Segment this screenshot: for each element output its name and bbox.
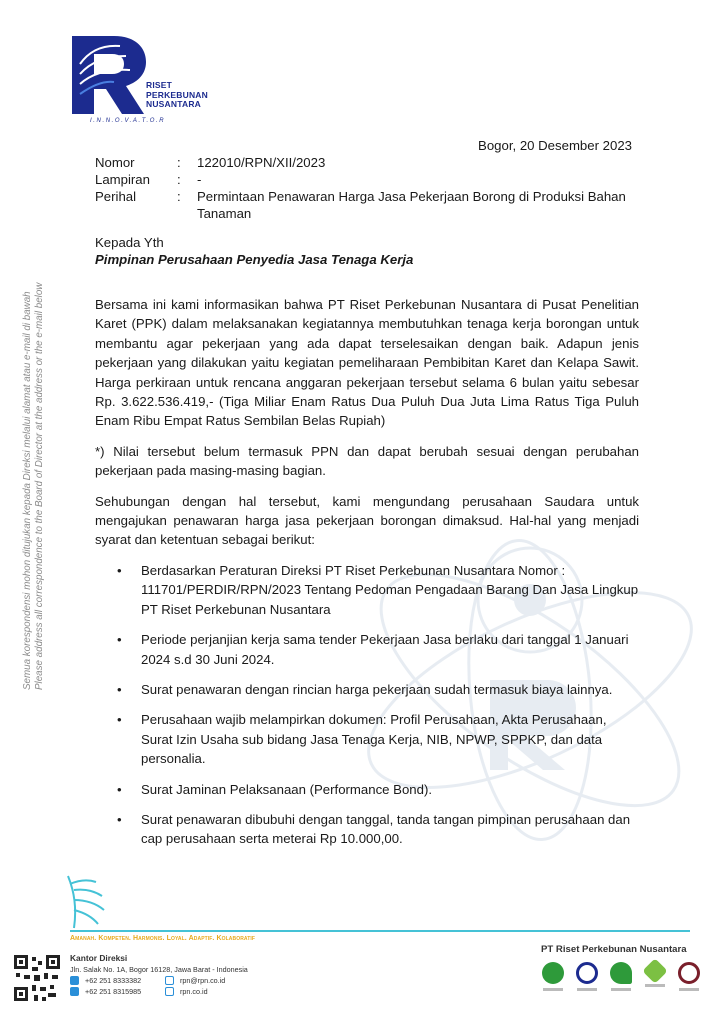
email-link[interactable]: rpn@rpn.co.id bbox=[180, 976, 226, 985]
requirement-item: • Perusahaan wajib melampirkan dokumen: Profil Perusahaan, Akta Perusahaan, Surat Izin Usaha sub bidang Jasa Tenaga Kerja, NIB, NPWP, SPPKP, dan data personalia. bbox=[95, 710, 639, 768]
qr-code-icon bbox=[12, 953, 62, 1003]
corporate-values: Amanah. Kompeten. Harmonis. Loyal. Adaptif. Kolaboratif bbox=[70, 935, 256, 942]
paragraph-invitation: Sehubungan dengan hal tersebut, kami mengundang perusahaan Saudara untuk mengajukan penawaran harga jasa pekerjaan borongan dimaksud. Hal-hal yang menjadi syarat dan ketentuan sebagai berikut: bbox=[95, 493, 639, 548]
requirement-item: • Surat penawaran dengan rincian harga pekerjaan sudah termasuk biaya lainnya. bbox=[95, 680, 639, 699]
logo-name: RISET PERKEBUNAN NUSANTARA bbox=[146, 80, 208, 110]
footer-company-name: PT Riset Perkebunan Nusantara bbox=[541, 944, 687, 955]
side-note bbox=[0, 0, 45, 1024]
badge-icon bbox=[676, 962, 702, 996]
logo-tagline: I.N.N.O.V.A.T.O.R bbox=[90, 118, 166, 124]
requirement-item: • Berdasarkan Peraturan Direksi PT Riset Perkebunan Nusantara Nomor : 111701/PERDIR/RPN/2023 Tentang Pedoman Pengadaan Barang Dan Jasa Lingkup PT Riset Perkebunan Nusantara bbox=[95, 561, 639, 619]
requirement-item: • Surat Jaminan Pelaksanaan (Performance Bond). bbox=[95, 780, 639, 799]
mail-icon bbox=[165, 976, 174, 985]
phone-1: +62 251 8333382 bbox=[85, 976, 142, 985]
meta-row-perihal: Perihal : Permintaan Penawaran Harga Jasa Pekerjaan Borong di Produksi Bahan Tanaman bbox=[95, 189, 626, 221]
letter-body bbox=[95, 295, 639, 860]
company-logo bbox=[70, 34, 220, 130]
meta-row-nomor: Nomor : 122010/RPN/XII/2023 bbox=[95, 155, 326, 170]
letter-date: Bogor, 20 Desember 2023 bbox=[478, 138, 632, 153]
addressee-name: Pimpinan Perusahaan Penyedia Jasa Tenaga Kerja bbox=[95, 252, 414, 267]
requirement-item: • Surat penawaran dibubuhi dengan tanggal, tanda tangan pimpinan perusahaan dan cap perusahaan serta meterai Rp 10.000,00. bbox=[95, 810, 639, 849]
phone-icon bbox=[70, 976, 79, 985]
office-title: Kantor Direksi bbox=[70, 953, 128, 963]
letter-meta bbox=[95, 154, 637, 222]
footer-divider bbox=[70, 930, 690, 932]
badge-icon bbox=[608, 962, 634, 996]
subsidiary-badges bbox=[540, 962, 702, 996]
requirement-item: • Periode perjanjian kerja sama tender Pekerjaan Jasa berlaku dari tanggal 1 Januari 2024 s.d 30 Juni 2024. bbox=[95, 630, 639, 669]
requirements-list bbox=[95, 561, 639, 849]
side-note-line-2: Please address all correspondence to the Board of Director at the address or the e-mail below bbox=[34, 282, 45, 690]
paragraph-intro: Bersama ini kami informasikan bahwa PT Riset Perkebunan Nusantara di Pusat Penelitian Karet (PPK) dalam melaksanakan kegiatannya membutuhkan tenaga kerja borongan untuk membantu agar pekerjaan yang ada dapat terselesaikan dengan baik. Adapun jenis pekerjaan yang dilakukan yaitu kegiatan pemeliharaan Pembibitan Karet dan Kelapa Sawit. Harga perkiraan untuk rencana anggaran pekerjaan tersebut selama 6 bulan yaitu sebesar Rp. 3.622.536.419,- (Tiga Miliar Enam Ratus Dua Puluh Dua Juta Lima Ratus Tiga Puluh Enam Ribu Empat Ratus Sembilan Belas Rupiah) bbox=[95, 297, 639, 429]
globe-icon bbox=[165, 987, 174, 996]
side-note-line-1: Semua korespondensi mohon ditujukan kepada Direksi melalui alamat atau e-mail di bawah bbox=[22, 291, 33, 690]
rpn-logo-mark bbox=[70, 34, 150, 118]
office-info bbox=[70, 953, 248, 997]
badge-icon bbox=[540, 962, 566, 996]
badge-icon bbox=[642, 962, 668, 996]
addressee-block bbox=[95, 234, 413, 268]
meta-row-lampiran: Lampiran : - bbox=[95, 172, 202, 187]
website-link[interactable]: rpn.co.id bbox=[180, 987, 208, 996]
badge-icon bbox=[574, 962, 600, 996]
addressee-intro: Kepada Yth bbox=[95, 235, 164, 250]
fax-icon bbox=[70, 987, 79, 996]
office-address: Jln. Salak No. 1A, Bogor 16128, Jawa Barat - Indonesia bbox=[70, 965, 248, 974]
paragraph-note: *) Nilai tersebut belum termasuk PPN dan dapat berubah sesuai dengan perubahan pekerjaan pada masing-masing bagian. bbox=[95, 443, 639, 479]
phone-2: +62 251 8315985 bbox=[85, 987, 142, 996]
leaf-icon bbox=[60, 870, 110, 930]
